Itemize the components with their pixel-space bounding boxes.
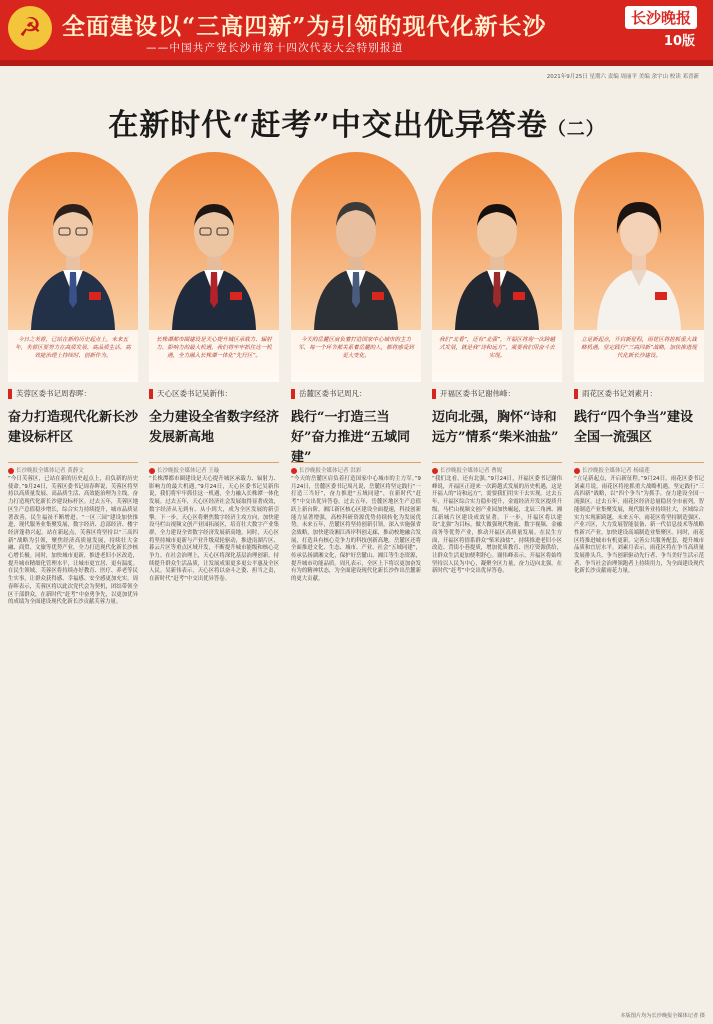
byline-dot-icon	[149, 468, 155, 474]
official-role	[574, 388, 704, 404]
quote: 今天的岳麓区肩负着打造国家中心城市的主力军，每一个环节都关系着岳麓的人，都将感受到更大变化。	[291, 330, 421, 382]
edition-number: 10版	[663, 34, 695, 49]
official-role	[149, 388, 279, 404]
article-body: “立足新起点，开启新征程。”9月24日，雨花区委书记刘素月说，雨花区将抢抓重大战略机遇，坚定践行“三高四新”战略，以“四个争当”为抓手，奋力建设全国一流强区。过去五年，雨花区经济总量稳居全市前列，智能制造产业集聚发展，现代服务业持续壮大，区域综合实力实现新跨越。未来五年，雨花区将坚持制造强区、产业兴区，大力发展智能装备、新一代信息技术等战略性新兴产业，加快建设高端制造业集聚区。同时，雨花区将推进城市有机更新，完善公共服务配套，提升城市品质和宜居水平。刘素月表示，雨花区将在争当高质量发展排头兵、争当创新驱动先行者、争当美好生活示范者、争当社会治理领跑者上持续用力，为全面建设现代化新长沙贡献雨花力量。	[574, 476, 704, 575]
article-body: “我们北看，还有北强。”9月24日，开福区委书记谢伟峰说，开福区正迎来一次跨越式发展的历史机遇，这是开福人的“诗和远方”，需要我们用实干去实现。过去五年，开福区综合实力稳步提升，金霞经济开发区提质升级，马栏山视频文创产业园加快崛起，北辰三角洲、湘江新城片区建设成效显著。下一步，开福区将以建设“北强”为目标，做大做强现代物流、数字视频、金融商务等优势产业，推动开福区高质量发展。在民生方面，开福区将情系群众“柴米油盐”，持续推进老旧小区改造、背街小巷提质，增加优质教育、医疗资源供给，让群众生活更加便利舒心。谢伟峰表示，开福区将始终坚持以人民为中心，凝聚全区力量，奋力迈向北强，在新时代“赶考”中交出优异答卷。	[432, 476, 562, 575]
article-body: “今天的岳麓区肩负着打造国家中心城市的主力军。”9月24日，岳麓区委书记周凡说，岳麓区将坚定践行“一打造三当好”，奋力推进“五域同建”，在新时代“赶考”中交出优异答卷。过去五年，岳麓区地区生产总值跃上新台阶，湘江新区核心区建设全面提速，科技创新能力显著增强，高校科研资源优势持续转化为发展优势。未来五年，岳麓区将坚持创新引领，深入实施强省会战略，加快建设湘江西岸科创走廊，推动校地融合发展，打造具有核心竞争力的科技创新高地。岳麓区还将全面推进文化、生态、城市、产业、社会“五域同建”，传承弘扬湖湘文化，保护好岳麓山、湘江等生态资源，提升城市功能品质。周凡表示，全区上下将以更加奋发有为的精神状态，为全面建设现代化新长沙作出岳麓新的更大贡献。	[291, 476, 421, 583]
quote: 今日之芙蓉，已站在新的历史起点上，未来五年，芙蓉区要努力在高质发展、高品质生活、高效能治理上持续时、创新作为。	[8, 330, 138, 382]
official-role-text: 芙蓉区委书记周春晖：	[16, 389, 91, 398]
article-column	[8, 152, 138, 1020]
official-role-text: 开福区委书记谢伟峰：	[440, 389, 515, 398]
article-title: 全力建设全省数字经济发展新高地	[149, 410, 280, 445]
masthead-banner	[0, 0, 713, 60]
byline	[432, 462, 562, 474]
portrait-panel	[291, 152, 421, 380]
article-title: 奋力打造现代化新长沙建设标杆区	[8, 410, 139, 445]
party-emblem-icon: ☭	[8, 6, 52, 50]
article-body: “长株潭都市圈建设是天心提升城区承载力、辐射力、影响力的最大机遇。”9月24日，天心区委书记吴新伟说，我们将牢牢抓住这一机遇，全力融入长株潭一体化发展。过去五年，天心区经济社会发展取得显著成效，数字经济从无到有、从小到大，成为全区发展的新引擎。下一步，天心区将聚焦数字经济主攻方向，加快建设马栏山视频文创产业园拓展区，培育壮大数字产业集群，全力建设全省数字经济发展新高地。同时，天心区将坚持城市更新与产业升级双轮驱动，推进南湖片区、暮云片区等重点区域开发，不断提升城市能级和核心竞争力。在社会治理上，天心区将深化基层治理创新，持续提升群众生活品质，让发展成果更多更公平惠及全区人民。吴新伟表示，天心区将以奋斗之姿、担当之责，在新时代“赶考”中交出优异答卷。	[149, 476, 279, 583]
official-role	[291, 388, 421, 404]
official-role-text: 雨花区委书记刘素月：	[582, 389, 657, 398]
feature-title-text: 在新时代“赶考”中交出优异答卷	[108, 108, 548, 143]
role-marker	[8, 389, 12, 399]
portrait-photo	[447, 180, 547, 330]
official-role-text: 岳麓区委书记周凡：	[299, 389, 367, 398]
newspaper-logo: 长沙晚报	[625, 6, 697, 29]
quote: 立足新起点，开启新征程，雨花区将抢抓重大战略机遇，坚定践行“三高四新”战略，加快推进现代化新长沙建设。	[574, 330, 704, 382]
masthead-divider	[0, 60, 713, 66]
byline-text: 长沙晚报全媒体记者 黄静文	[16, 468, 84, 474]
byline	[149, 462, 279, 474]
byline-dot-icon	[8, 468, 14, 474]
role-marker	[291, 389, 295, 399]
official-role-text: 天心区委书记吴新伟：	[157, 389, 232, 398]
feature-title-suffix: （二）	[547, 119, 605, 140]
quote: 我们“北看”，还有“北强”，开福区将迎一次跨越式发展，就是我“诗和远方”，需要我们用奋斗去实现。	[432, 330, 562, 382]
official-role	[8, 388, 138, 404]
feature-title	[0, 100, 713, 144]
portrait-photo	[589, 180, 689, 330]
subheadline: ——中国共产党长沙市第十四次代表大会特别报道	[146, 42, 404, 54]
portrait-panel	[574, 152, 704, 380]
byline-text: 长沙晚报全媒体记者 洪彩	[299, 468, 362, 474]
photo-credit: 本版图片均为长沙晚报全媒体记者 摄	[620, 1013, 705, 1019]
byline	[574, 462, 704, 474]
portrait-panel	[149, 152, 279, 380]
role-marker	[432, 389, 436, 399]
byline-dot-icon	[291, 468, 297, 474]
article-body: “今日芙蓉区，已站在新的历史起点上，肩负新的历史使命。”9月24日，芙蓉区委书记周春晖说，芙蓉区将坚持以高质量发展、高品质生活、高效能治理为主线，奋力打造现代化新长沙建设标杆区。过去五年，芙蓉区地区生产总值稳步增长，综合实力持续提升，城市品质显著改善，民生福祉不断增进。“一区三园”建设加快推进，现代服务业集聚发展，数字经济、总部经济、楼宇经济蓬勃兴起。站在新起点，芙蓉区将坚持以“三高四新”战略为引领，聚焦经济高质量发展，持续壮大金融、商贸、文旅等优势产业，全力打造现代化新长沙核心增长极。同时，加快城市更新，推进老旧小区改造，提升城市精细化管理水平，让城市更宜居、更有温度。在民生领域，芙蓉区将持续办好教育、医疗、养老等民生实事，让群众获得感、幸福感、安全感更加充实。周春晖表示，芙蓉区将以此次党代会为契机，团结带领全区干部群众，在新时代“赶考”中奋勇争先，以更加优异的成绩为全面建设现代化新长沙贡献芙蓉力量。	[8, 476, 138, 606]
article-column	[432, 152, 562, 1020]
article-title: 践行“一打造三当好”奋力推进“五域同建”	[291, 410, 410, 465]
portrait-photo	[23, 180, 123, 330]
article-column	[574, 152, 704, 1020]
byline-dot-icon	[574, 468, 580, 474]
article-column	[291, 152, 421, 1020]
article-column	[149, 152, 279, 1020]
portrait-panel	[8, 152, 138, 380]
article-title: 践行“四个争当”建设全国一流强区	[574, 410, 693, 445]
official-role	[432, 388, 562, 404]
role-marker	[149, 389, 153, 399]
byline-dot-icon	[432, 468, 438, 474]
quote: 长株潭都市圈建设是天心提升城区承载力、辐射力、影响力的最大机遇，我们将牢牢抓住这一机遇，全力融入长株潭一体化“先行区”。	[149, 330, 279, 382]
article-title: 迈向北强，胸怀“诗和远方”情系“柴米油盐”	[432, 410, 559, 445]
portrait-photo	[306, 180, 406, 330]
headline: 全面建设以“三高四新”为引领的现代化新长沙	[62, 13, 547, 40]
portrait-photo	[164, 180, 264, 330]
byline	[291, 462, 421, 474]
role-marker	[574, 389, 578, 399]
byline-text: 长沙晚报全媒体记者 杨瑞莲	[582, 468, 650, 474]
byline-text: 长沙晚报全媒体记者 王璇	[157, 468, 220, 474]
portrait-panel	[432, 152, 562, 380]
byline-text: 长沙晚报全媒体记者 曹妮	[440, 468, 503, 474]
byline	[8, 462, 138, 474]
dateline: 2021年9月25日 星期六 责编 周丽平 美编 余宇山 校读 邓晋新	[546, 74, 699, 80]
